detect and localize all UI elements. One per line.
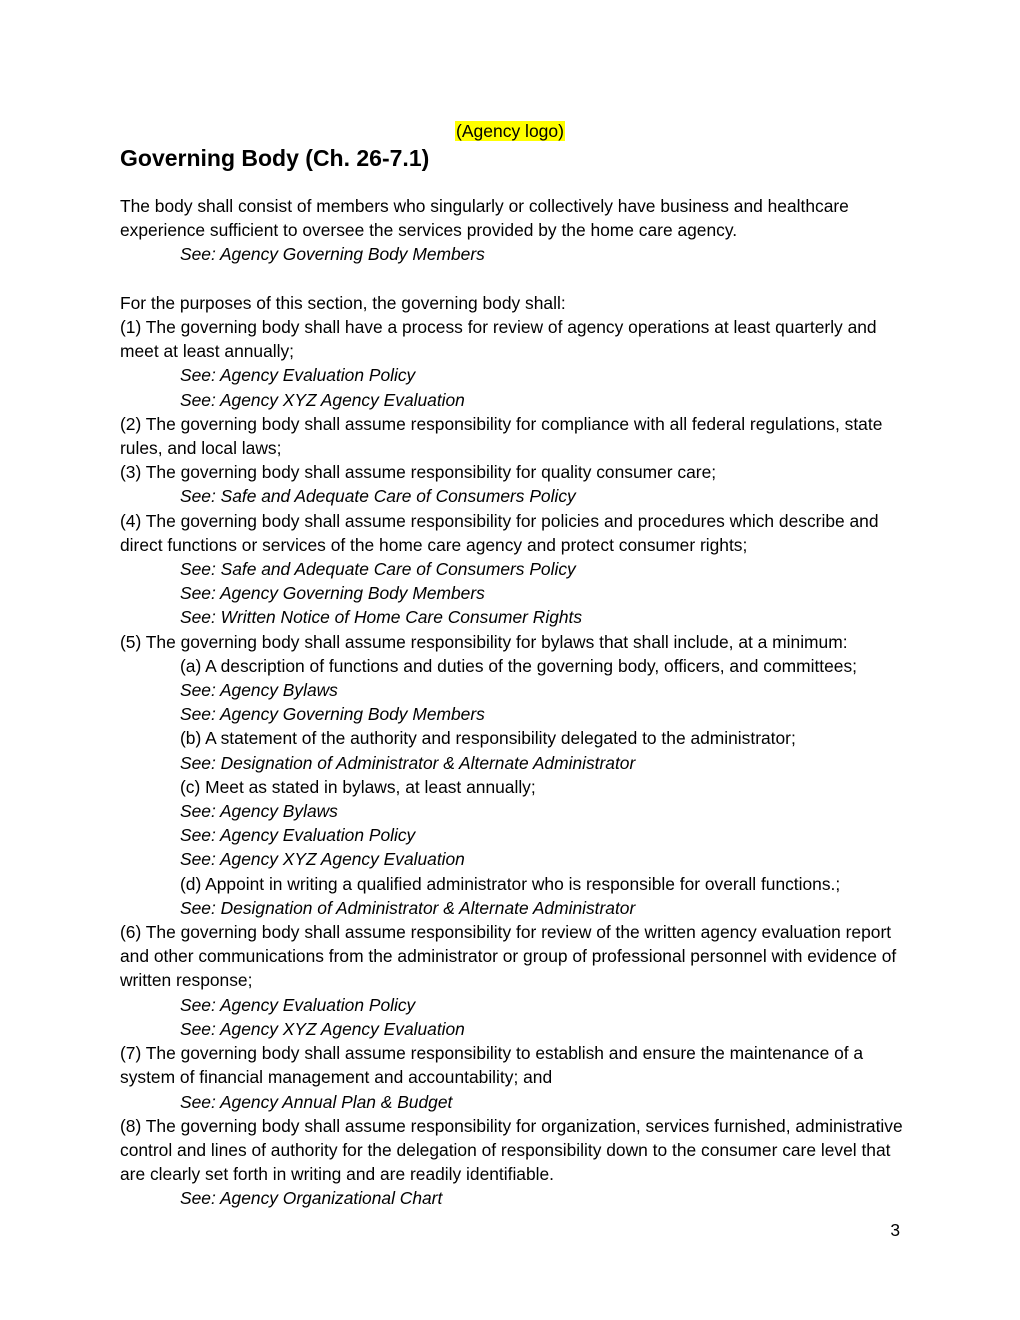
requirement-4: (4) The governing body shall assume responsibility for policies and procedures which describe and direct functions or services of the home care agency and protect consumer rights; <box>120 510 879 555</box>
see-reference: See: Agency Organizational Chart <box>180 1188 443 1209</box>
requirement-6: (6) The governing body shall assume responsibility for review of the written agency evaluation report and other communications from the administrator or group of professional personnel with evidence of written response; <box>120 922 897 991</box>
page-title: Governing Body (Ch. 26-7.1) <box>120 145 430 171</box>
see-reference: See: Designation of Administrator & Alternate Administrator <box>180 752 636 773</box>
see-reference: See: Safe and Adequate Care of Consumers Policy <box>180 486 576 507</box>
requirement-1: (1) The governing body shall have a process for review of agency operations at least quarterly and meet at least annually; <box>120 317 877 362</box>
see-reference: See: Agency XYZ Agency Evaluation <box>180 389 465 410</box>
intro-paragraph: The body shall consist of members who singularly or collectively have business and healthcare experience sufficient to oversee the services provided by the home care agency. <box>120 196 849 241</box>
see-reference: See: Agency Annual Plan & Budget <box>180 1091 453 1112</box>
agency-logo-placeholder <box>0 119 1020 143</box>
see-reference: See: Agency Bylaws <box>180 801 338 822</box>
document-body <box>120 194 910 1211</box>
see-reference: See: Agency XYZ Agency Evaluation <box>180 849 465 870</box>
requirement-5a: (a) A description of functions and duties of the governing body, officers, and committees; <box>180 655 858 676</box>
requirement-5c: (c) Meet as stated in bylaws, at least annually; <box>180 776 536 797</box>
see-reference: See: Agency Governing Body Members <box>180 583 485 604</box>
requirement-5b: (b) A statement of the authority and responsibility delegated to the administrator; <box>180 728 796 749</box>
see-reference: See: Agency XYZ Agency Evaluation <box>180 1018 465 1039</box>
see-reference: See: Agency Evaluation Policy <box>180 825 416 846</box>
see-reference: See: Safe and Adequate Care of Consumers Policy <box>180 559 576 580</box>
see-reference: See: Agency Bylaws <box>180 680 338 701</box>
requirement-5d: (d) Appoint in writing a qualified administrator who is responsible for overall functions.; <box>180 873 841 894</box>
requirement-3: (3) The governing body shall assume responsibility for quality consumer care; <box>120 462 717 483</box>
purpose-intro: For the purposes of this section, the governing body shall: <box>120 292 566 313</box>
requirement-8: (8) The governing body shall assume responsibility for organization, services furnished, administrative control and lines of authority for the delegation of responsibility down to the consumer care level that are clearly set forth in writing and are readily identifiable. <box>120 1115 903 1185</box>
page-number: 3 <box>890 1220 900 1240</box>
see-reference: See: Agency Evaluation Policy <box>180 365 416 386</box>
paragraph-spacer <box>120 267 910 291</box>
see-reference: See: Agency Governing Body Members <box>180 704 485 725</box>
requirement-7: (7) The governing body shall assume responsibility to establish and ensure the maintenance of a system of financial management and accountability; and <box>120 1043 864 1088</box>
requirement-5: (5) The governing body shall assume responsibility for bylaws that shall include, at a minimum: <box>120 631 848 652</box>
see-reference: See: Designation of Administrator & Alternate Administrator <box>180 897 636 918</box>
see-reference: See: Agency Evaluation Policy <box>180 994 416 1015</box>
see-reference: See: Written Notice of Home Care Consumer Rights <box>180 607 583 628</box>
see-reference: See: Agency Governing Body Members <box>180 244 485 265</box>
agency-logo-text: (Agency logo) <box>456 121 564 141</box>
requirement-2: (2) The governing body shall assume responsibility for compliance with all federal regulations, state rules, and local laws; <box>120 413 883 459</box>
